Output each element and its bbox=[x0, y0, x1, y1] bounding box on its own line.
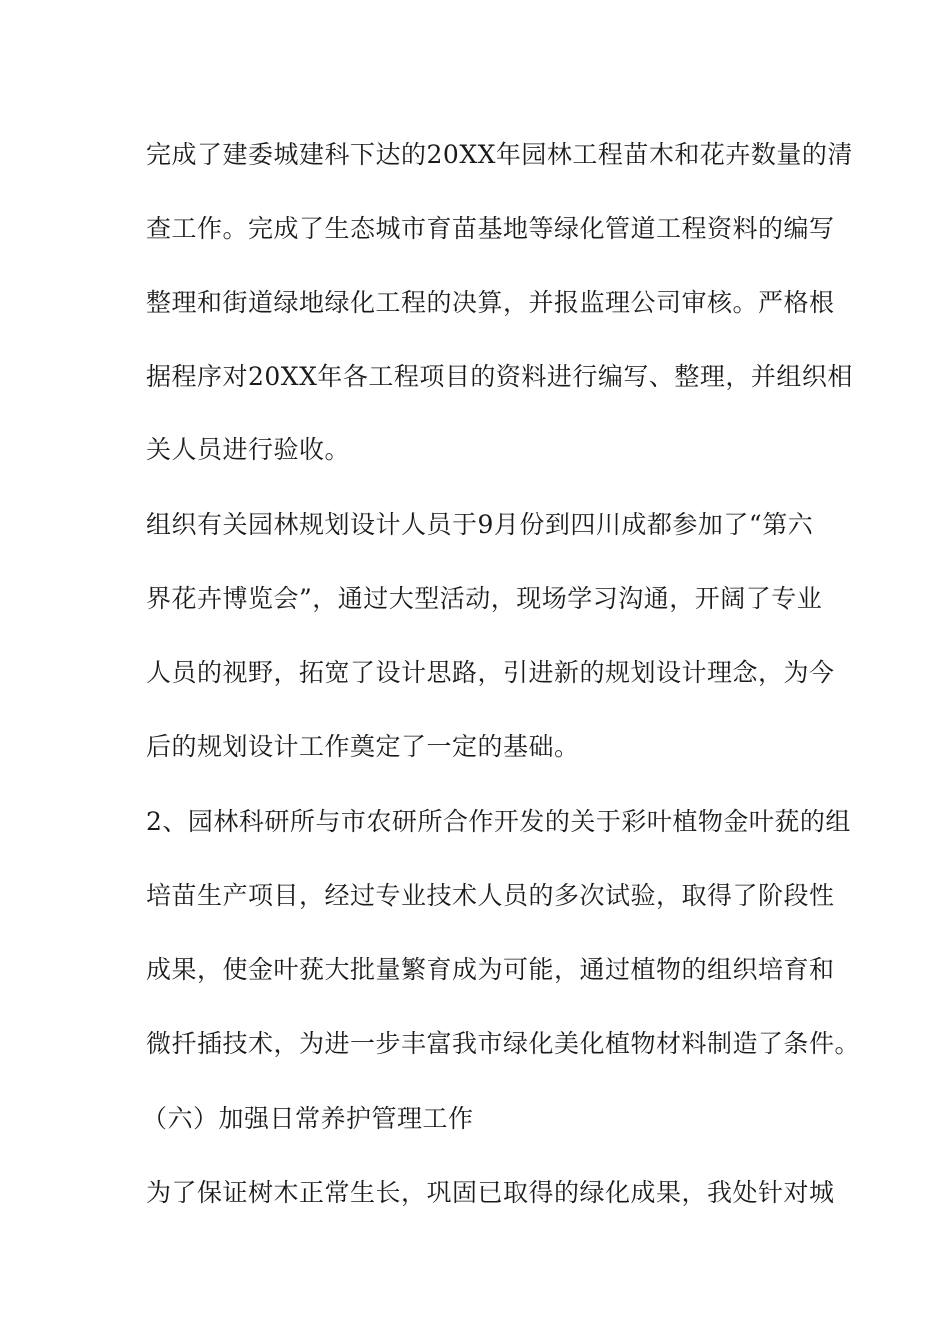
section-heading: （六）加强日常养护管理工作 bbox=[142, 1104, 474, 1133]
text-line-15: 为了保证树木正常生长，巩固已取得的绿化成果，我处针对城 bbox=[146, 1178, 835, 1207]
text-line-13: 微扦插技术，为进一步丰富我市绿化美化植物材料制造了条件。 bbox=[146, 1029, 861, 1058]
text-line-5: 关人员进行验收。 bbox=[146, 435, 351, 464]
text-line-12: 成果，使金叶莸大批量繁育成为可能，通过植物的组织培育和 bbox=[146, 955, 835, 984]
text-line-6: 组织有关园林规划设计人员于9月份到四川成都参加了“第六 bbox=[146, 510, 814, 539]
text-line-8: 人员的视野，拓宽了设计思路，引进新的规划设计理念，为今 bbox=[146, 658, 835, 687]
text-line-10: 2、园林科研所与市农研所合作开发的关于彩叶植物金叶莸的组 bbox=[146, 807, 851, 836]
text-line-3: 整理和街道绿地绿化工程的决算，并报监理公司审核。严格根 bbox=[146, 288, 835, 317]
text-line-1: 完成了建委城建科下达的20XX年园林工程苗木和花卉数量的清 bbox=[146, 140, 853, 169]
text-line-9: 后的规划设计工作奠定了一定的基础。 bbox=[146, 732, 580, 761]
text-line-4: 据程序对20XX年各工程项目的资料进行编写、整理，并组织相 bbox=[146, 362, 853, 391]
text-line-7: 界花卉博览会”，通过大型活动，现场学习沟通，开阔了专业 bbox=[146, 584, 823, 613]
text-line-11: 培苗生产项目，经过专业技术人员的多次试验，取得了阶段性 bbox=[146, 881, 835, 910]
text-line-2: 查工作。完成了生态城市育苗基地等绿化管道工程资料的编写 bbox=[146, 214, 835, 243]
